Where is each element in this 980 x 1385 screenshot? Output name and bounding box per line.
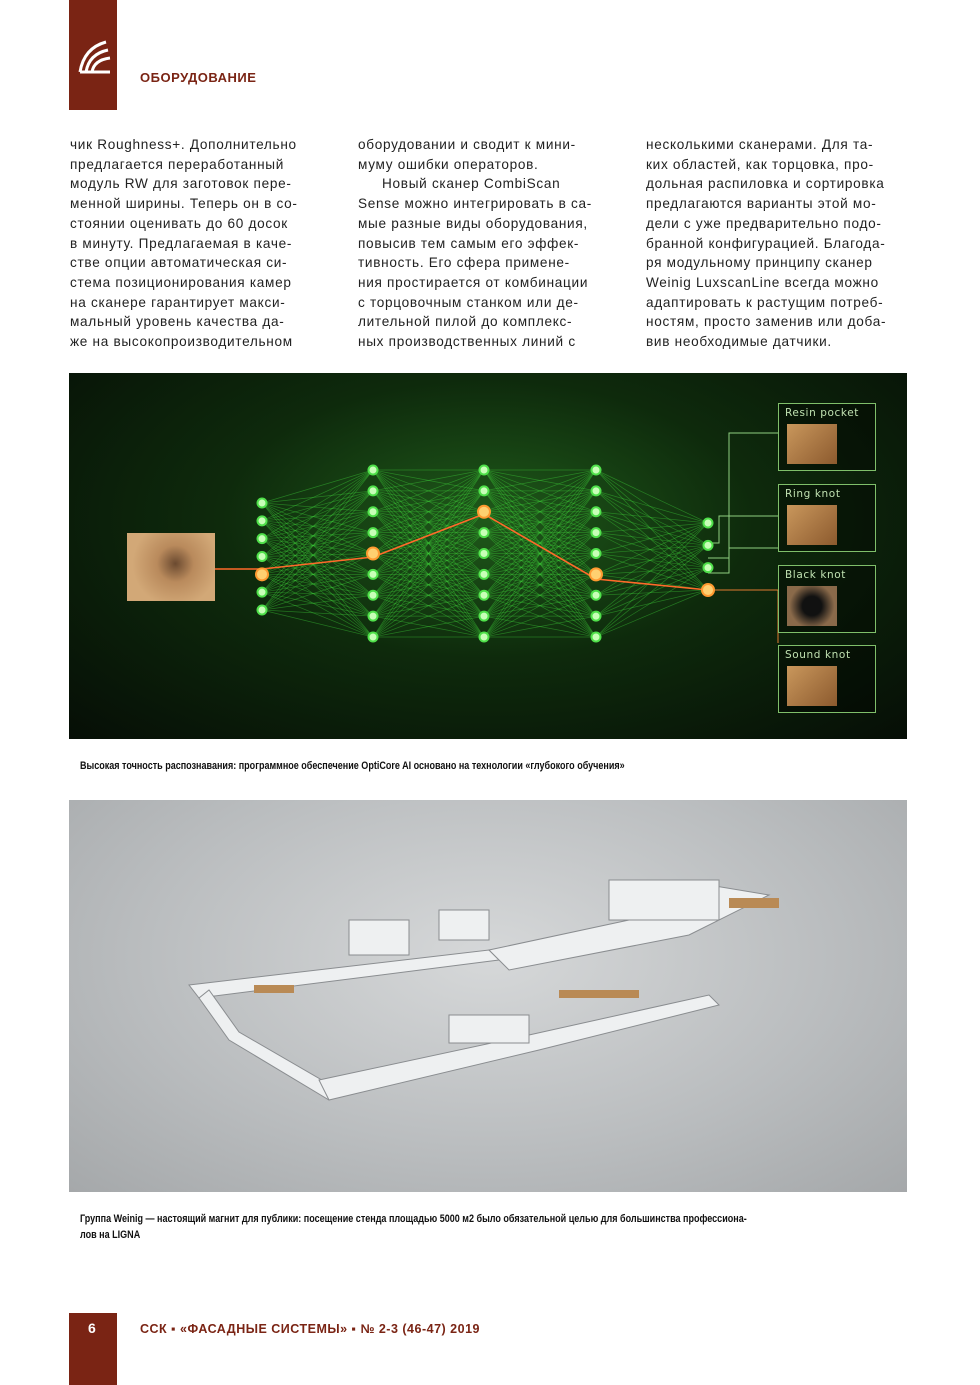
text-line: в минуту. Предлагаемая в каче- — [70, 235, 293, 251]
label-sound-knot — [778, 645, 876, 713]
text-column-2 — [358, 135, 624, 352]
text-line: дели с уже предварительно подо- — [646, 215, 882, 231]
neuron — [592, 549, 601, 558]
text-line: же на высокопроизводительном — [70, 334, 293, 350]
neuron — [369, 612, 378, 621]
text-line: мые разные виды оборудования, — [358, 215, 588, 231]
neuron — [258, 516, 267, 525]
text-line: вив необходимые датчики. — [646, 334, 832, 350]
neuron — [704, 519, 713, 528]
neuron — [480, 633, 489, 642]
text-line: повысив тем самым его эффек- — [358, 235, 580, 251]
neuron — [258, 606, 267, 615]
neuron — [592, 466, 601, 475]
text-line: Новый сканер CombiScan — [382, 176, 561, 192]
neuron — [592, 591, 601, 600]
neuron — [704, 541, 713, 550]
page-number: 6 — [88, 1320, 96, 1336]
text-line: ря модульному принципу сканер — [646, 255, 873, 271]
neuron — [592, 486, 601, 495]
text-line: предлагаются варианты этой мо- — [646, 196, 877, 212]
neuron — [369, 591, 378, 600]
neuron — [480, 570, 489, 579]
label-text: Ring knot — [785, 488, 841, 500]
input-wood-sample — [127, 533, 215, 601]
neuron — [480, 549, 489, 558]
figure2-caption-line1: Группа Weinig — настоящий магнит для публики: посещение стенда площадью 5000 м2 было обязательной целью для большинства профессиона- — [80, 1213, 747, 1225]
neuron — [369, 528, 378, 537]
neuron — [369, 570, 378, 579]
neuron — [258, 588, 267, 597]
text-line: Sense можно интегрировать в са- — [358, 196, 592, 212]
text-line: чик Roughness+. Дополнительно — [70, 137, 297, 152]
text-column-1 — [70, 135, 336, 352]
text-line: модуль RW для заготовок пере- — [70, 176, 292, 192]
text-line: на сканере гарантирует макси- — [70, 294, 286, 310]
text-line: предлагается переработанный — [70, 156, 285, 172]
neuron — [369, 507, 378, 516]
text-line: муму ошибки операторов. — [358, 156, 539, 172]
text-line: менной ширины. Теперь он в со- — [70, 196, 298, 212]
neuron — [480, 591, 489, 600]
text-line: оборудовании и сводит к мини- — [358, 137, 576, 152]
active-neuron — [478, 506, 490, 518]
text-column-3 — [646, 135, 912, 352]
neuron — [480, 612, 489, 621]
figure1-caption: Высокая точность распознавания: программное обеспечение OptiCore AI основано на технологии «глубокого обучения» — [80, 760, 625, 772]
text-line: ностям, просто заменив или доба- — [646, 314, 887, 330]
neuron — [369, 486, 378, 495]
text-line: бранной конфигурацией. Благода- — [646, 235, 886, 251]
text-line: ния простирается от комбинации — [358, 274, 589, 290]
text-line: стве опции автоматическая си- — [70, 255, 288, 271]
production-line-photo — [69, 800, 907, 1192]
neuron — [480, 528, 489, 537]
text-line: ных производственных линий с — [358, 334, 576, 350]
neuron — [258, 552, 267, 561]
text-line: стема позиционирования камер — [70, 274, 292, 290]
text-line: тивность. Его сфера примене- — [358, 255, 570, 271]
text-line: стоянии оценивать до 60 досок — [70, 215, 288, 231]
active-neuron — [590, 568, 602, 580]
figure2-caption-line2: лов на LIGNA — [80, 1229, 141, 1241]
neuron — [480, 466, 489, 475]
neuron — [592, 612, 601, 621]
neuron — [592, 507, 601, 516]
text-line: несколькими сканерами. Для та- — [646, 137, 874, 152]
neuron — [704, 563, 713, 572]
neuron — [480, 486, 489, 495]
neuron — [369, 466, 378, 475]
label-resin-pocket — [778, 403, 876, 471]
footer-text: ССК ▪ «ФАСАДНЫЕ СИСТЕМЫ» ▪ № 2-3 (46-47) 2019 — [140, 1322, 480, 1336]
label-ring-knot — [778, 484, 876, 552]
label-text: Sound knot — [785, 649, 851, 661]
neuron — [258, 534, 267, 543]
section-title: ОБОРУДОВАНИЕ — [140, 70, 257, 85]
text-line: лительной пилой до комплекс- — [358, 314, 573, 330]
neuron — [592, 528, 601, 537]
text-line: с торцовочным станком или де- — [358, 294, 579, 310]
text-line: Weinig LuxscanLine всегда можно — [646, 274, 879, 290]
active-neuron — [702, 584, 714, 596]
magazine-logo-icon — [76, 38, 112, 78]
neuron — [369, 633, 378, 642]
label-text: Black knot — [785, 569, 847, 581]
text-line: ких областей, как торцовка, про- — [646, 156, 874, 172]
label-black-knot — [778, 565, 876, 633]
text-line: мальный уровень качества да- — [70, 314, 285, 330]
active-neuron — [256, 568, 268, 580]
active-neuron — [367, 548, 379, 560]
neuron — [258, 499, 267, 508]
label-text: Resin pocket — [785, 407, 860, 419]
text-line: адаптировать к растущим потреб- — [646, 294, 884, 310]
neuron — [592, 633, 601, 642]
text-line: дольная распиловка и сортировка — [646, 176, 885, 192]
